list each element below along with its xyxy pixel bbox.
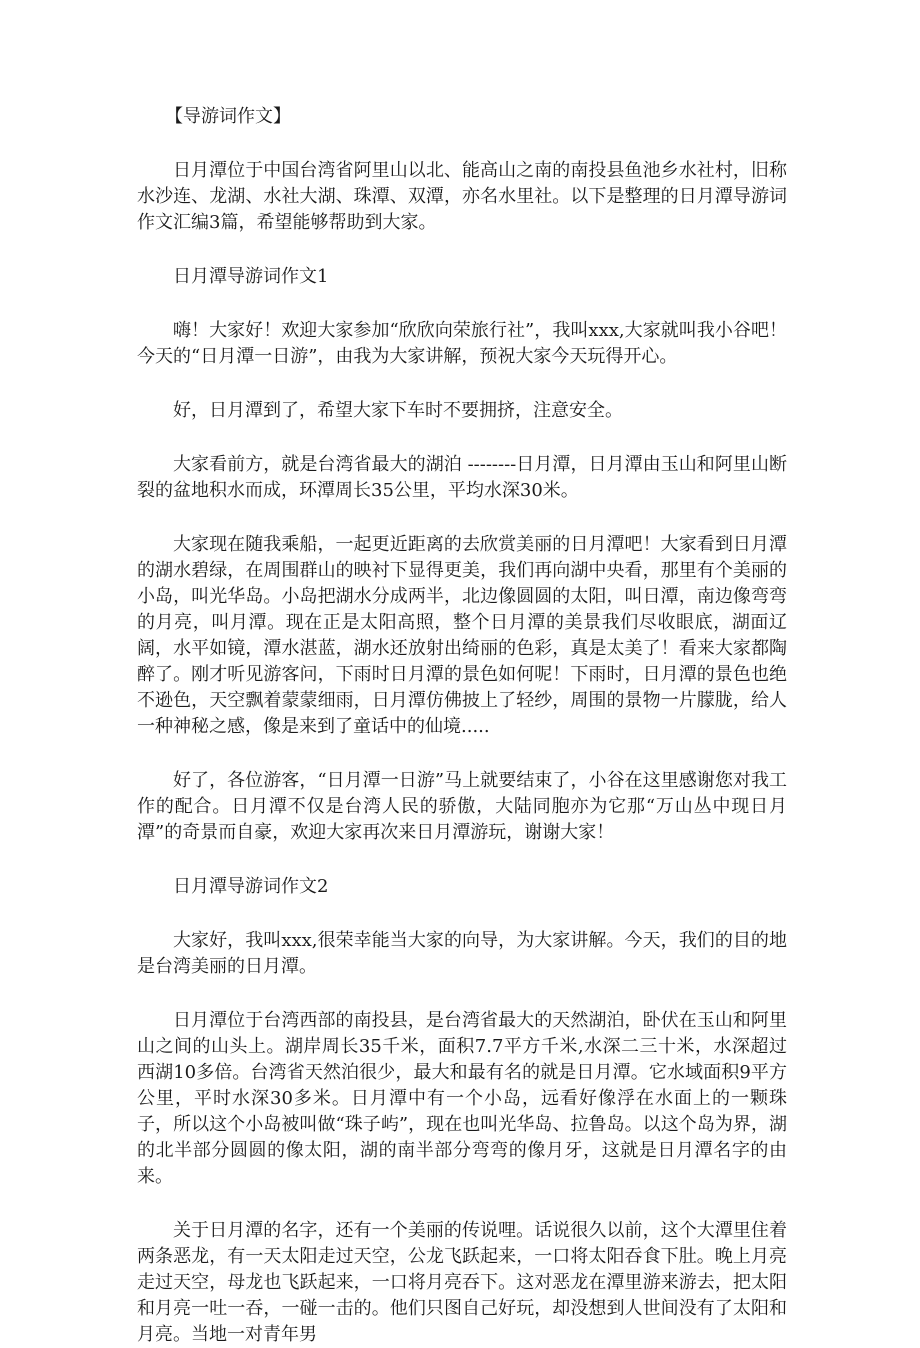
essay1-paragraph: 好了，各位游客，“日月潭一日游”马上就要结束了，小谷在这里感谢您对我工作的配合。日月潭不仅是台湾人民的骄傲，大陆同胞亦为它那“万山丛中现日月潭”的奇景而自豪，欢迎大家再次来日月潭游玩，谢谢大家！ [137, 770, 787, 843]
essay1-heading: 日月潭导游词作文1 [173, 266, 329, 287]
document-title: 【导游词作文】 [165, 106, 291, 127]
essay2-paragraph: 关于日月潭的名字，还有一个美丽的传说哩。话说很久以前，这个大潭里住着两条恶龙，有一天太阳走过天空，公龙飞跃起来，一口将太阳吞食下肚。晚上月亮走过天空，母龙也飞跃起来，一口将月亮吞下。这对恶龙在潭里游来游去，把太阳和月亮一吐一吞，一碰一击的。他们只图自己好玩，却没想到人世间没有了太阳和月亮。当地一对青年男 [137, 1220, 787, 1345]
essay1-paragraph: 嗨！大家好！欢迎大家参加“欣欣向荣旅行社”，我叫xxx,大家就叫我小谷吧！今天的“日月潭一日游”，由我为大家讲解，预祝大家今天玩得开心。 [137, 320, 787, 367]
essay1-paragraph: 大家现在随我乘船，一起更近距离的去欣赏美丽的日月潭吧！大家看到日月潭的湖水碧绿，在周围群山的映衬下显得更美，我们再向湖中央看，那里有个美丽的小岛，叫光华岛。小岛把湖水分成两半，北边像圆圆的太阳，叫日潭，南边像弯弯的月亮，叫月潭。现在正是太阳高照，整个日月潭的美景我们尽收眼底，湖面辽阔，水平如镜，潭水湛蓝，湖水还放射出绮丽的色彩，真是太美了！看来大家都陶醉了。刚才听见游客问，下雨时日月潭的景色如何呢！下雨时，日月潭的景色也绝不逊色，天空飘着蒙蒙细雨，日月潭仿佛披上了轻纱，周围的景物一片朦胧，给人一种神秘之感，像是来到了童话中的仙境..... [137, 534, 787, 737]
essay2-paragraph: 日月潭位于台湾西部的南投县，是台湾省最大的天然湖泊，卧伏在玉山和阿里山之间的山头上。湖岸周长35千米，面积7.7平方千米,水深二三十米，水深超过西湖10多倍。台湾省天然泊很少，最大和最有名的就是日月潭。它水域面积9平方公里，平时水深30多米。日月潭中有一个小岛，远看好像浮在水面上的一颗珠子，所以这个小岛被叫做“珠子屿”，现在也叫光华岛、拉鲁岛。以这个岛为界，湖的北半部分圆圆的像太阳，湖的南半部分弯弯的像月牙，这就是日月潭名字的由来。 [137, 1010, 787, 1187]
essay1-paragraph: 大家看前方，就是台湾省最大的湖泊 --------日月潭，日月潭由玉山和阿里山断裂的盆地积水而成，环潭周长35公里，平均水深30米。 [137, 454, 787, 501]
essay2-heading: 日月潭导游词作文2 [173, 876, 329, 897]
essay2-paragraph: 大家好，我叫xxx,很荣幸能当大家的向导，为大家讲解。今天，我们的目的地是台湾美丽的日月潭。 [137, 930, 787, 977]
intro-paragraph: 日月潭位于中国台湾省阿里山以北、能高山之南的南投县鱼池乡水社村，旧称水沙连、龙湖、水社大湖、珠潭、双潭，亦名水里社。以下是整理的日月潭导游词作文汇编3篇，希望能够帮助到大家。 [137, 160, 787, 233]
document-page [137, 104, 787, 1348]
essay1-paragraph: 好，日月潭到了，希望大家下车时不要拥挤，注意安全。 [173, 400, 623, 421]
